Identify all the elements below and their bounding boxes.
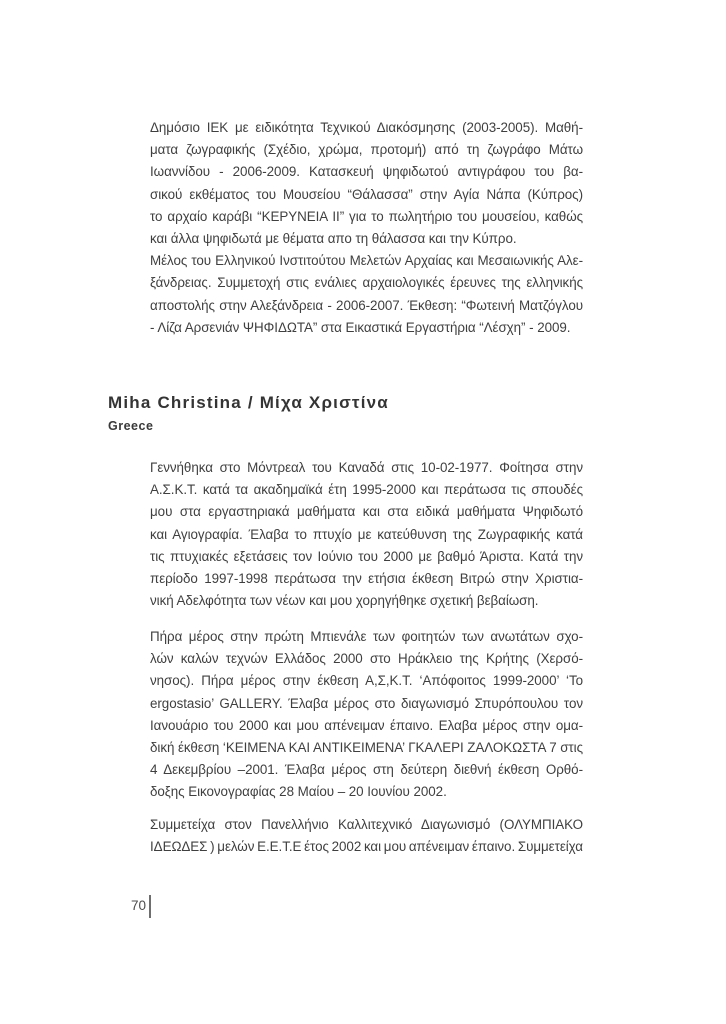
- text-line: λών καλών τεχνών Ελλάδος 2000 στο Ηράκλειο της Κρήτης (Χερσό-: [150, 651, 583, 667]
- text-line: Γεννήθηκα στο Μόντρεαλ του Καναδά στις 10-02-1977. Φοίτησα στην: [150, 460, 583, 475]
- text-line: Α.Σ.Κ.Τ. κατά τα ακαδημαϊκά έτη 1995-2000 και περάτωσα τις σπουδές: [150, 482, 583, 498]
- text-line: Συμμετείχα στον Πανελλήνιο Καλλιτεχνικό Διαγωνισμό (ΟΛΥΜΠΙΑΚΟ: [150, 817, 583, 832]
- text-line: νησος). Πήρα μέρος στην έκθεση Α,Σ,Κ.Τ. ‘Απόφοιτος 1999-2000’ ‘Το: [150, 673, 583, 689]
- text-line: περίοδο 1997-1998 περάτωσα την ετήσια έκθεση Βιτρώ στην Χριστια-: [150, 571, 583, 587]
- text-line: Πήρα μέρος στην πρώτη Μπιενάλε των φοιτητών των ανωτάτων σχο-: [150, 629, 583, 644]
- text-line: δοξης Εικονογραφίας 28 Μαίου – 20 Ιουνίου 2002.: [150, 784, 447, 800]
- paragraph-block-exhibitions: [150, 626, 583, 804]
- paragraph: [150, 117, 583, 250]
- text-line: νική Αδελφότητα των νέων και μου χορηγήθηκε σχετική βεβαίωση.: [150, 593, 539, 609]
- text-line: 4 Δεκεμβρίου –2001. Έλαβα μέρος στη δεύτερη διεθνή έκθεση Ορθό-: [150, 762, 583, 778]
- text-line: Μέλος του Ελληνικού Ινστιτούτου Μελετών Αρχαίας και Μεσαιωνικής Αλε-: [150, 253, 583, 269]
- text-line: μου στα εργαστηριακά μαθήματα και στα ειδικά μαθήματα Ψηφιδωτό: [150, 504, 583, 520]
- paragraph: [150, 457, 583, 612]
- paragraph: [150, 250, 583, 339]
- entry-heading: [108, 391, 389, 434]
- text-line: και Αγιογραφία. Έλαβα το πτυχίο με κατεύθυνση της Ζωγραφικής κατά: [150, 526, 583, 542]
- page-number-divider: [149, 895, 151, 918]
- text-line: Δημόσιο ΙΕΚ με ειδικότητα Τεχνικού Διακόσμησης (2003-2005). Μαθή-: [150, 120, 583, 135]
- text-line: Ιωαννίδου - 2006-2009. Κατασκευή ψηφιδωτού αντιγράφου του βα-: [150, 164, 583, 180]
- text-line: και άλλα ψηφιδωτά με θέματα απο τη θάλασσα και την Κύπρο.: [150, 231, 517, 247]
- text-line: δική έκθεση ‘ΚΕΙΜΕΝΑ ΚΑΙ ΑΝΤΙΚΕΙΜΕΝΑ’ ΓΚΑΛΕΡΙ ΖΑΛΟΚΩΣΤΑ 7 στις: [150, 740, 583, 756]
- text-line: ξάνδρειας. Συμμετοχή στις ενάλιες αρχαιολογικές έρευνες της ελληνικής: [150, 275, 583, 291]
- text-line: ματα ζωγραφικής (Σχέδιο, χρώμα, προτομή) από τη ζωγράφο Μάτω: [150, 142, 583, 158]
- paragraph: [150, 626, 583, 804]
- paragraph-block-awards: [150, 814, 583, 858]
- artist-country: Greece: [108, 419, 154, 433]
- artist-name-heading: Miha Christina / Μίχα Χριστίνα: [108, 393, 389, 412]
- text-line: τις πτυχιακές εξετάσεις τον Ιούνιο του 2000 με βαθμό Άριστα. Κατά την: [150, 548, 583, 564]
- paragraph-block-bio: [150, 457, 583, 612]
- text-line: - Λίζα Αρσενιάν ΨΗΦΙΔΩΤΑ” στα Εικαστικά Εργαστήρια “Λέσχη” - 2009.: [150, 319, 571, 335]
- page-number: 70: [130, 898, 146, 913]
- text-line: ΙΔΕΩΔΕΣ ) μελών Ε.Ε.Τ.Ε έτος 2002 και μου απένειμαν έπαινο. Συμμετείχα: [150, 839, 583, 855]
- paragraph-block-top: [150, 117, 583, 339]
- text-line: ergostasio’ GALLERY. Έλαβα μέρος στο διαγωνισμό Σπυρόπουλου τον: [150, 695, 583, 711]
- text-line: Ιανουάριο του 2000 και μου απένειμαν έπαινο. Ελαβα μέρος στην ομα-: [150, 717, 583, 733]
- text-line: το αρχαίο καράβι “ΚΕΡΥΝΕΙΑ ΙΙ” για το πωλητήριο του μουσείου, καθώς: [150, 208, 583, 224]
- text-line: σικού εκθέματος του Μουσείου “Θάλασσα” στην Αγία Νάπα (Κύπρος): [150, 186, 583, 202]
- paragraph: [150, 814, 583, 858]
- text-line: αποστολής στην Αλεξάνδρεια - 2006-2007. Έκθεση: “Φωτεινή Ματζόγλου: [150, 297, 583, 313]
